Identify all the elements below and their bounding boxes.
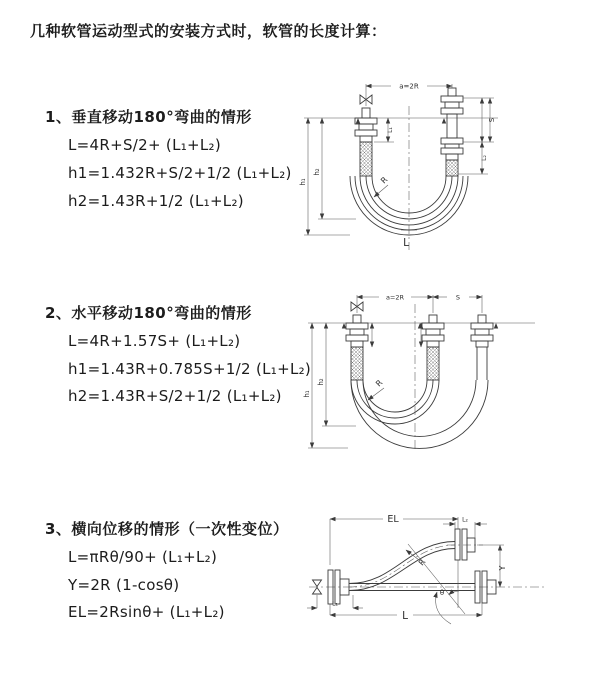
page-title: 几种软管运动型式的安装方式时，软管的长度计算：	[30, 22, 387, 40]
section-2-formula-L: L=4R+1.57S+ (L₁+L₂)	[68, 332, 241, 350]
diagram2-dimensions	[308, 295, 498, 448]
diagram3-hose-assembly	[313, 529, 497, 604]
dim-label-h1: h₁	[303, 390, 311, 398]
section-1-formula-h2: h2=1.43R+1/2 (L₁+L₂)	[68, 192, 244, 210]
diagram1-dimensions	[304, 84, 494, 235]
diagram-vertical-180-bend	[298, 72, 530, 258]
diagram3-dimensions	[307, 517, 504, 624]
section-1-formula-h1: h1=1.432R+S/2+1/2 (L₁+L₂)	[68, 164, 292, 182]
angle-theta-label: θ	[439, 589, 445, 597]
dim-label-s: S	[455, 293, 461, 302]
length-label: L	[403, 237, 409, 249]
section-3-formula-EL: EL=2Rsinθ+ (L₁+L₂)	[68, 603, 225, 621]
diagram-horizontal-180-bend	[300, 282, 545, 454]
dim-label-h2: h₂	[317, 378, 325, 386]
dim-label-h1: h₁	[299, 178, 307, 186]
dim-label-l1: L₁	[332, 600, 338, 608]
radius-label: R	[374, 378, 385, 389]
section-3-formula-Y: Y=2R (1-cosθ)	[68, 576, 180, 594]
diagram2-labels	[303, 294, 460, 398]
dim-label-l2: L₂	[481, 155, 488, 161]
section-1-heading: 1、垂直移动180°弯曲的情形	[45, 108, 252, 126]
section-1-formula-L: L=4R+S/2+ (L₁+L₂)	[68, 136, 222, 154]
radius-label: R	[379, 175, 390, 186]
section-2-formula-h1: h1=1.43R+0.785S+1/2 (L₁+L₂)	[68, 360, 312, 378]
section-3-heading: 3、横向位移的情形（一次性变位）	[45, 520, 289, 538]
diagram3-labels	[332, 514, 507, 622]
dim-label-l: L	[402, 610, 408, 622]
section-2-formula-h2: h2=1.43R+S/2+1/2 (L₁+L₂)	[68, 387, 282, 405]
diagram2-reference-lines	[308, 304, 535, 450]
diagram-lateral-displacement	[295, 500, 560, 655]
diagram1-reference-lines	[304, 106, 498, 250]
dim-label-el: EL	[387, 514, 399, 525]
diagram2-hose-assembly	[346, 302, 493, 448]
dim-label-l1: L₁	[387, 127, 394, 133]
dim-label-l2: L₂	[462, 516, 468, 524]
section-2-heading: 2、水平移动180°弯曲的情形	[45, 304, 252, 322]
dim-label-s: S	[488, 117, 496, 123]
diagram3-reference-lines	[309, 545, 547, 587]
dim-label-y: Y	[498, 565, 507, 571]
dim-label-h2: h₂	[313, 168, 321, 176]
radius-label: R	[416, 557, 428, 568]
dim-label-a2r: a=2R	[399, 82, 419, 91]
dim-label-a2r: a=2R	[385, 293, 405, 302]
section-3-formula-L: L=πRθ/90+ (L₁+L₂)	[68, 548, 218, 566]
